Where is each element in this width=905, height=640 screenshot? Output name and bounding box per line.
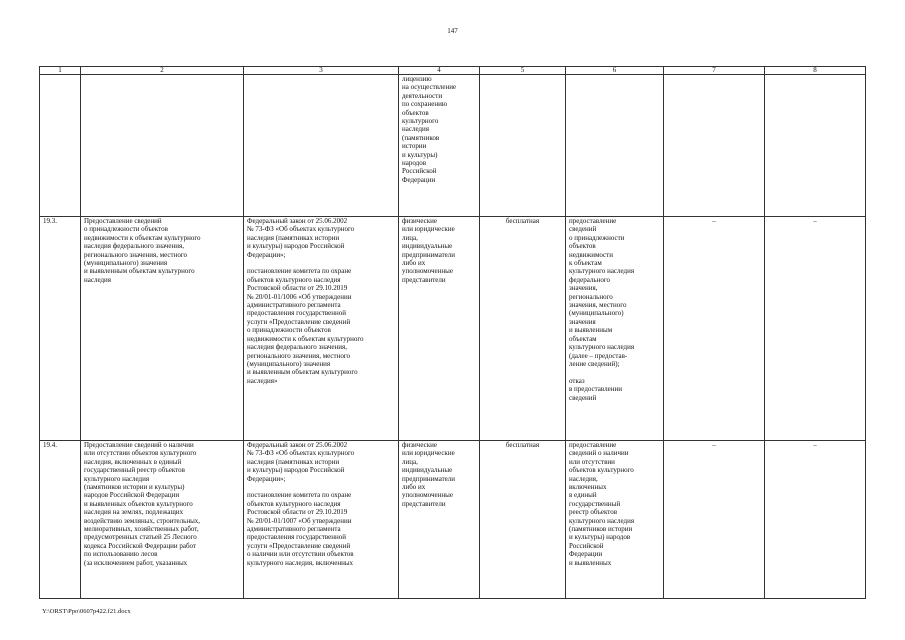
column-header: 4	[399, 67, 480, 75]
column-header: 8	[765, 67, 866, 75]
column-7-cell: –	[664, 441, 765, 599]
applicants-cell: лицензию на осуществление деятельности по сохранению объектов культурного наследия (памятников истории и культуры) народов Российской Федерации	[399, 75, 480, 217]
service-name-cell	[81, 75, 244, 217]
page-number: 147	[447, 27, 458, 35]
service-name-cell: Предоставление сведений о наличии или отсутствии объектов культурного наследия, включенных в единый государственный реестр объектов культурного наследия (памятников истории и культуры) народов Российской Федерации и выявленных объектов культурного наследия на землях, подлежащих воздействию земляных, строительных, мелиоративных, хозяйственных работ, предусмотренных статьей 25 Лесного кодекса Российской Федерации работ по использованию лесов (за исключением работ, указанных	[81, 441, 244, 599]
table-row	[40, 441, 866, 599]
column-8-cell	[765, 75, 866, 217]
column-header: 7	[664, 67, 765, 75]
result-cell: предоставление сведений о наличии или отсутствии объектов культурного наследия, включенных в единый государственный реестр объектов культурного наследия (памятников истории и культуры) народов Российской Федерации и выявленных	[566, 441, 664, 599]
column-8-cell: –	[765, 441, 866, 599]
legal-basis-cell: Федеральный закон от 25.06.2002 № 73-ФЗ «Об объектах культурного наследия (памятниках истории и культуры) народов Российской Федерации»; постановление комитета по охране объектов культурного наследия Ростовской области от 29.10.2019 № 20/01-01/1006 «Об утверждении административного регламента предоставления государственной услуги «Предоставление сведений о принадлежности объектов недвижимости к объектам культурного наследия федерального значения, регионального значения, местного (муниципального) значения и выявленным объектам культурного наследия»	[244, 217, 399, 441]
table-row	[40, 75, 866, 217]
fee-cell: бесплатная	[480, 217, 566, 441]
services-table	[39, 66, 866, 599]
applicants-cell: физические или юридические лица, индивидуальные предприниматели либо их уполномоченные представители	[399, 441, 480, 599]
row-number-cell	[40, 75, 81, 217]
legal-basis-cell	[244, 75, 399, 217]
row-number-cell: 19.3.	[40, 217, 81, 441]
table-row	[40, 217, 866, 441]
service-name-cell: Предоставление сведений о принадлежности объектов недвижимости к объектам культурного наследия федерального значения, регионального значения, местного (муниципального) значения и выявленным объектам культурного наследия	[81, 217, 244, 441]
column-header: 5	[480, 67, 566, 75]
column-8-cell: –	[765, 217, 866, 441]
fee-cell: бесплатная	[480, 441, 566, 599]
result-cell: предоставление сведений о принадлежности объектов недвижимости к объектам культурного наследия федерального значения, регионального значения, местного (муниципального) значения и выявленным объектам культурного наследия (далее – предостав- ление сведений); отказ в предоставлении сведений	[566, 217, 664, 441]
applicants-cell: физические или юридические лица, индивидуальные предприниматели либо их уполномоченные представители	[399, 217, 480, 441]
column-header: 3	[244, 67, 399, 75]
row-number-cell: 19.4.	[40, 441, 81, 599]
result-cell	[566, 75, 664, 217]
column-7-cell	[664, 75, 765, 217]
column-7-cell: –	[664, 217, 765, 441]
fee-cell	[480, 75, 566, 217]
column-header: 2	[81, 67, 244, 75]
column-header: 6	[566, 67, 664, 75]
legal-basis-cell: Федеральный закон от 25.06.2002 № 73-ФЗ «Об объектах культурного наследия (памятниках истории и культуры) народов Российской Федерации»; постановление комитета по охране объектов культурного наследия Ростовской области от 29.10.2019 № 20/01-01/1007 «Об утверждении административного регламента предоставления государственной услуги «Предоставление сведений о наличии или отсутствии объектов культурного наследия, включенных	[244, 441, 399, 599]
column-header: 1	[40, 67, 81, 75]
table-header-row	[40, 67, 866, 75]
file-path-footer: Y:\ORST\Ppo\0607p422.f21.docx	[42, 608, 131, 615]
